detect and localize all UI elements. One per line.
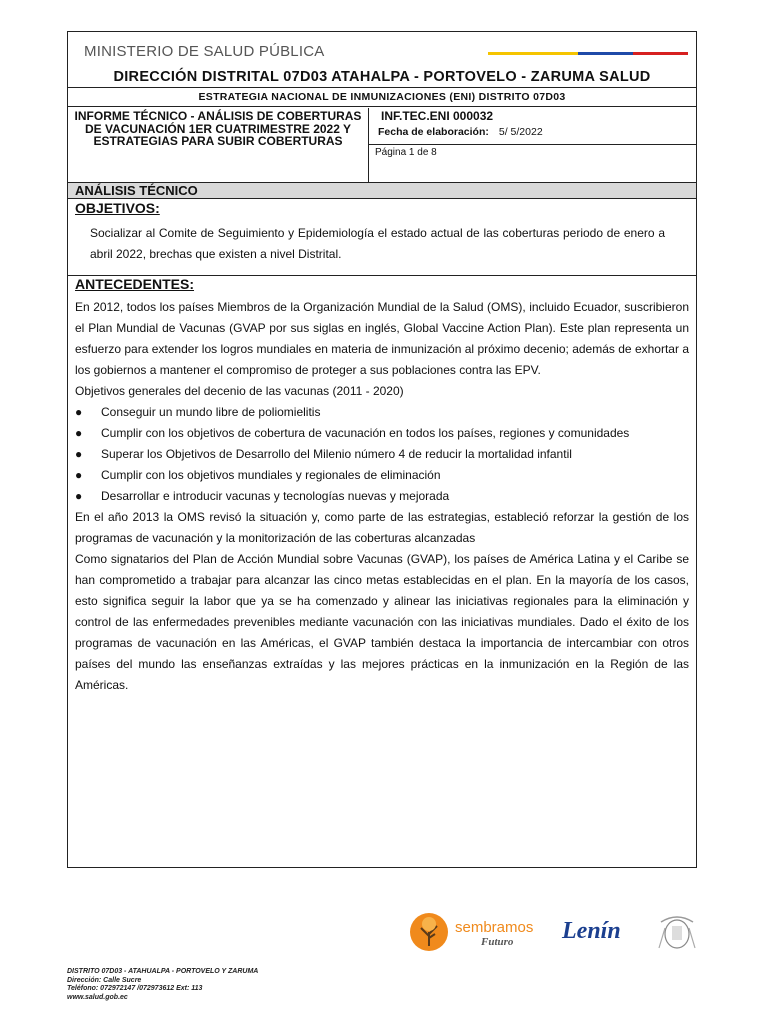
fecha-row xyxy=(369,126,696,145)
objetivos-text: Socializar al Comite de Seguimiento y Epidemiología el estado actual de las coberturas periodo de enero a abril 2022, brechas que existen a nivel Distrital. xyxy=(90,226,665,261)
fecha-label: Fecha de elaboración: xyxy=(378,126,489,138)
estrategia-title: ESTRATEGIA NACIONAL DE INMUNIZACIONES (ENI) DISTRITO 07D03 xyxy=(68,89,696,107)
list-item xyxy=(75,465,689,486)
footer-website[interactable]: www.salud.gob.ec xyxy=(67,993,128,1001)
bullet-icon: ● xyxy=(75,405,83,419)
sembramos-text: sembramos xyxy=(455,919,534,936)
list-item xyxy=(75,444,689,465)
footer-district: DISTRITO 07D03 - ATAHUALPA - PORTOVELO Y ZARUMA xyxy=(67,968,259,975)
lenin-logo xyxy=(560,912,642,948)
direccion-title: DIRECCIÓN DISTRITAL 07D03 ATAHALPA - PORTOVELO - ZARUMA SALUD xyxy=(113,69,651,85)
flag-stripe xyxy=(488,52,688,55)
flag-yellow-stripe xyxy=(488,52,578,55)
list-item xyxy=(75,423,689,444)
tree-crown-icon xyxy=(422,917,436,931)
list-item xyxy=(75,486,689,507)
bullet-text: Desarrollar e introducir vacunas y tecnologías nuevas y mejorada xyxy=(101,489,450,503)
sembramos-futuro-logo xyxy=(407,912,549,952)
flag-blue-stripe xyxy=(578,52,633,55)
ministerio-logo-text: MINISTERIO DE SALUD PÚBLICA xyxy=(84,43,325,60)
bullet-text: Cumplir con los objetivos mundiales y regionales de eliminación xyxy=(101,468,441,482)
footer-address: Dirección: Calle Sucre xyxy=(67,976,142,984)
document-frame xyxy=(67,31,697,868)
paragraph-3: En el año 2013 la OMS revisó la situación y, como parte de las estrategias, estableció reforzar la gestión de los programas de vacunación y la monitorización de las coberturas alcanzadas xyxy=(75,510,689,545)
bullet-text: Cumplir con los objetivos de cobertura de vacunación en todos los países, regiones y comunidades xyxy=(101,426,630,440)
paragraph-2: Objetivos generales del decenio de las vacunas (2011 - 2020) xyxy=(75,384,404,398)
bullet-text: Conseguir un mundo libre de poliomielitis xyxy=(101,405,321,419)
bullet-icon: ● xyxy=(75,426,83,440)
footer-contact xyxy=(67,968,258,1002)
page-number: Página 1 de 8 xyxy=(375,147,437,158)
document-code: INF.TEC.ENI 000032 xyxy=(381,109,494,123)
paragraph-1: En 2012, todos los países Miembros de la Organización Mundial de la Salud (OMS), incluido Ecuador, suscribieron el Plan Mundial de Vacunas (GVAP por sus siglas en inglés, Global Vaccine Action Plan). Este plan representa un esfuerzo para extender los logros mundiales en materia de inmunización al próximo decenio; además de exhortar a los gobiernos a mantener el compromiso de proteger a sus poblaciones contra las EPV. xyxy=(75,300,689,377)
analisis-heading: ANÁLISIS TÉCNICO xyxy=(68,183,696,199)
objetivos-heading: OBJETIVOS: xyxy=(75,200,160,216)
futuro-text: Futuro xyxy=(481,936,514,948)
fecha-value: 5/ 5/2022 xyxy=(498,126,543,138)
info-meta xyxy=(369,108,696,182)
bullet-icon: ● xyxy=(75,468,83,482)
bullet-icon: ● xyxy=(75,489,83,503)
bullet-icon: ● xyxy=(75,447,83,461)
ecuador-coat-of-arms-icon xyxy=(655,912,700,952)
bullet-text: Superar los Objetivos de Desarrollo del Milenio número 4 de reducir la mortalidad infantil xyxy=(101,447,572,461)
paragraph-4: Como signatarios del Plan de Acción Mundial sobre Vacunas (GVAP), los países de América Latina y el Caribe se han comprometido a trabajar para alcanzar las cinco metas establecidas en el plan. En la mayoría de los casos, esto significa seguir la labor que ya se ha comenzado y alinear las iniciativas regionales para la eliminación y control de las enfermedades prevenibles mediante vacunación con las iniciativas mundiales. Dado el éxito de los programas de vacunación en las Américas, el GVAP también destaca la importancia de intercambiar con otros países del mundo las enseñanzas extraídas y las mejores prácticas en la inmunización en la Región de las Américas. xyxy=(75,552,689,692)
header xyxy=(68,32,696,88)
flag-red-stripe xyxy=(633,52,688,55)
footer-phone: Teléfono: 072972147 /072973612 Ext: 113 xyxy=(67,985,203,992)
list-item xyxy=(75,402,689,423)
lenin-text: Lenín xyxy=(562,918,621,944)
antecedentes-heading: ANTECEDENTES: xyxy=(75,276,195,292)
info-row xyxy=(68,108,696,183)
informe-title: INFORME TÉCNICO - ANÁLISIS DE COBERTURAS DE VACUNACIÓN 1ER CUATRIMESTRE 2022 Y ESTRATEGIAS PARA SUBIR COBERTURAS xyxy=(68,108,369,182)
antecedentes-body xyxy=(75,297,689,696)
